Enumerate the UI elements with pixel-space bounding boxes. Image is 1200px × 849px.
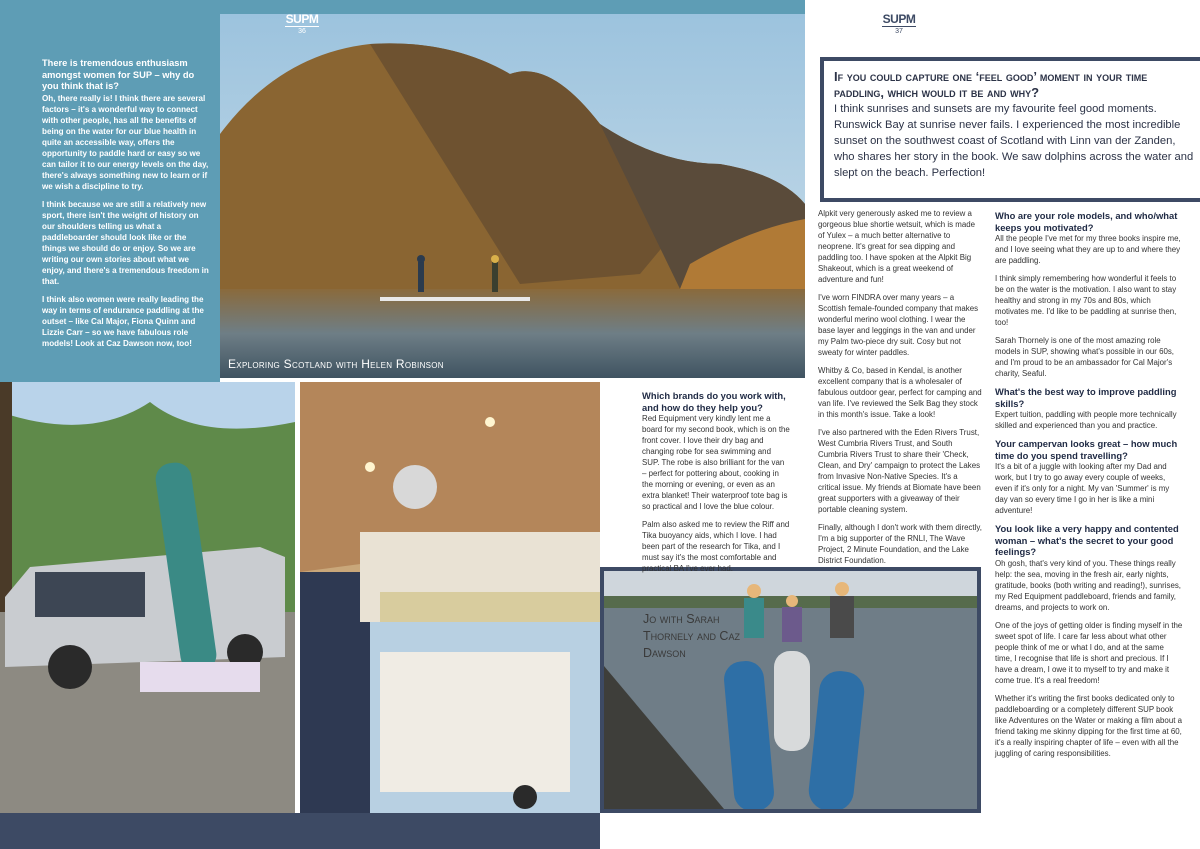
highlight-question: If you could capture one ‘feel good’ moment in your time paddling, which would it be and why? <box>834 69 1148 100</box>
body-paragraph: It's a bit of a juggle with looking after my Dad and work, but I try to go away every couple of weeks, even if it's only for a night. My van 'Summer' is my day van so every time I go in her is like a mini adventure! <box>995 462 1170 515</box>
lake-photo <box>220 14 805 378</box>
bottom-band <box>0 813 600 849</box>
intro-paragraph: I think because we are still a relatively new sport, there isn't the weight of history on our shoulders telling us what a paddleboarder should look like or the things we should do or enjoy. So we are writing our own stories about what we enjoy, and there's a tremendous freedom in that. <box>42 199 209 286</box>
campervan-photo <box>0 382 295 813</box>
intro-paragraph: Oh, there really is! I think there are several factors – it's a wonderful way to connect with other people, has all the benefits of being on the water for our blue health in quite an accessible way, offers the opportunity to paddle hard or easy so we can tailor it to our energy levels on the day, there's always something new to learn or if we wish a discipline to try. <box>42 93 209 191</box>
body-paragraph: Oh gosh, that's very kind of you. These things really help: the sea, moving in the fresh air, early nights, gratitude, books (both writing and reading!), sunrises, my Red Equipment paddleboard, friends and family, dreams, and projects to work on. <box>995 558 1181 612</box>
body-paragraph: I've also partnered with the Eden Rivers Trust, West Cumbria Rivers Trust, and South Cumbria Rivers Trust to share their 'Check, Clean, and Dry' campaign to protect the Lakes from Invasive Non-Native Species. It's a critical issue. My friends at Biomate have been great supporters with a giveaway of their portable cleaning system. <box>818 428 981 514</box>
intro-text <box>42 58 210 356</box>
body-paragraph: All the people I've met for my three books inspire me, and I love seeing what they are up to and where they are paddling. <box>995 234 1181 265</box>
body-paragraph: Sarah Thornely is one of the most amazing role models in SUP, showing what's possible in our 60s, and I'm proud to be an ambassador for Cal Major's charity, Seaful. <box>995 336 1174 378</box>
body-paragraph: I think simply remembering how wonderful it feels to be on the water is the motivation. I also want to stay healthy and strong in my 70s and 80s, which motivates me. I'd like to be paddling at sunrise then, too! <box>995 274 1177 327</box>
brands-column <box>642 390 790 581</box>
brands-question: Which brands do you work with, and how do they help you? <box>642 390 786 413</box>
brands-paragraph: Palm also asked me to review the Riff and Tika buoyancy aids, which I love. I had been part of the research for Tika, and I must say it's the most comfortable and practical BA I've ever had. <box>642 520 790 573</box>
body-paragraph: Finally, although I don't work with them directly, I'm a big supporter of the RNLI, The Wave Project, 2 Minute Foundation, and the Lake District Foundation. <box>818 523 982 565</box>
campervan-question: Your campervan looks great – how much time do you spend travelling? <box>995 438 1178 461</box>
magazine-logo: SUPM <box>285 12 319 26</box>
body-paragraph: Alpkit very generously asked me to review a gorgeous blue shortie wetsuit, which is made of Yulex – a much better alternative to neoprene. It's great for sea dipping and paddling too. I have spoken at the Alpkit Big Shakeout, which is a great weekend of adventure and fun! <box>818 209 976 284</box>
body-paragraph: Whether it's writing the first books dedicated only to paddleboarding or a completely different SUP book like Adventures on the Water or making a film about a friend taking me skinny dipping for the first time at 60, it's a really inspiring chapter of life – even with all the juggling of caring responsibilities. <box>995 693 1182 758</box>
magazine-logo: SUPM <box>882 12 916 26</box>
intro-paragraph: I think also women were really leading the way in terms of endurance paddling at the outset – like Cal Major, Fiona Quinn and Lizzie Carr – so we have fabulous role models! Look at Caz Dawson now, too! <box>42 294 204 348</box>
intro-question: There is tremendous enthusiasm amongst women for SUP – why do you think that is? <box>42 58 195 91</box>
body-paragraph: I've worn FINDRA over many years – a Scottish female-founded company that makes wonderful merino wool clothing. I wear the base layer and leggings in the van and under my Palm two-piece dry suit. Cosy but not sweaty for winter paddles. <box>818 293 979 357</box>
body-paragraph: Expert tuition, paddling with people more technically skilled and experienced than you and practice. <box>995 410 1177 430</box>
lake-caption: Exploring Scotland with Helen Robinson <box>228 357 444 371</box>
brands-paragraph: Red Equipment very kindly lent me a board for my second book, which is on the front cover. I love their dry bag and changing robe for sea swimming and SUP. The robe is also brilliant for the van – perfect for pottering about, cooking in the morning or evening, or even as an extra blanket! Their waterproof tote bag is so practical and I love the blue colour. <box>642 414 790 511</box>
skills-question: What's the best way to improve paddling skills? <box>995 386 1177 409</box>
group-caption: Jo with Sarah Thornely and Caz Dawson <box>643 612 740 660</box>
body-paragraph: Whitby & Co, based in Kendal, is another excellent company that is a wholesaler of fabulous outdoor gear, perfect for camping and van life. I've reviewed the Selk Bag they stock in this month's issue. Take a look! <box>818 366 982 419</box>
role-models-question: Who are your role models, and who/what keeps you motivated? <box>995 210 1178 233</box>
page-header-right <box>882 12 916 35</box>
page-number: 36 <box>285 26 319 35</box>
group-photo <box>604 571 977 809</box>
page-number: 37 <box>882 26 916 35</box>
middle-column <box>818 208 982 573</box>
happiness-question: You look like a very happy and contented woman – what's the secret to your good feelings? <box>995 523 1179 557</box>
right-column <box>995 210 1183 766</box>
highlight-box <box>820 57 1200 202</box>
page-header-left <box>285 12 319 35</box>
highlight-answer: I think sunrises and sunsets are my favourite feel good moments. Runswick Bay at sunrise never fails. I experienced the most incredible sunset on the southwest coast of Scotland with Linn van der Zanden, who shares her story in the book. We saw dolphins across the water and slept on the beach. Perfection! <box>834 103 1194 179</box>
van-interior-photo <box>300 382 600 813</box>
body-paragraph: One of the joys of getting older is finding myself in the sweet spot of life. I care far less about what other people think of me or what I do, and at the same time, I recognise that life is short and precious. If I have a dream, I owe it to myself to try and make it come true. It's a real freedom! <box>995 620 1183 685</box>
